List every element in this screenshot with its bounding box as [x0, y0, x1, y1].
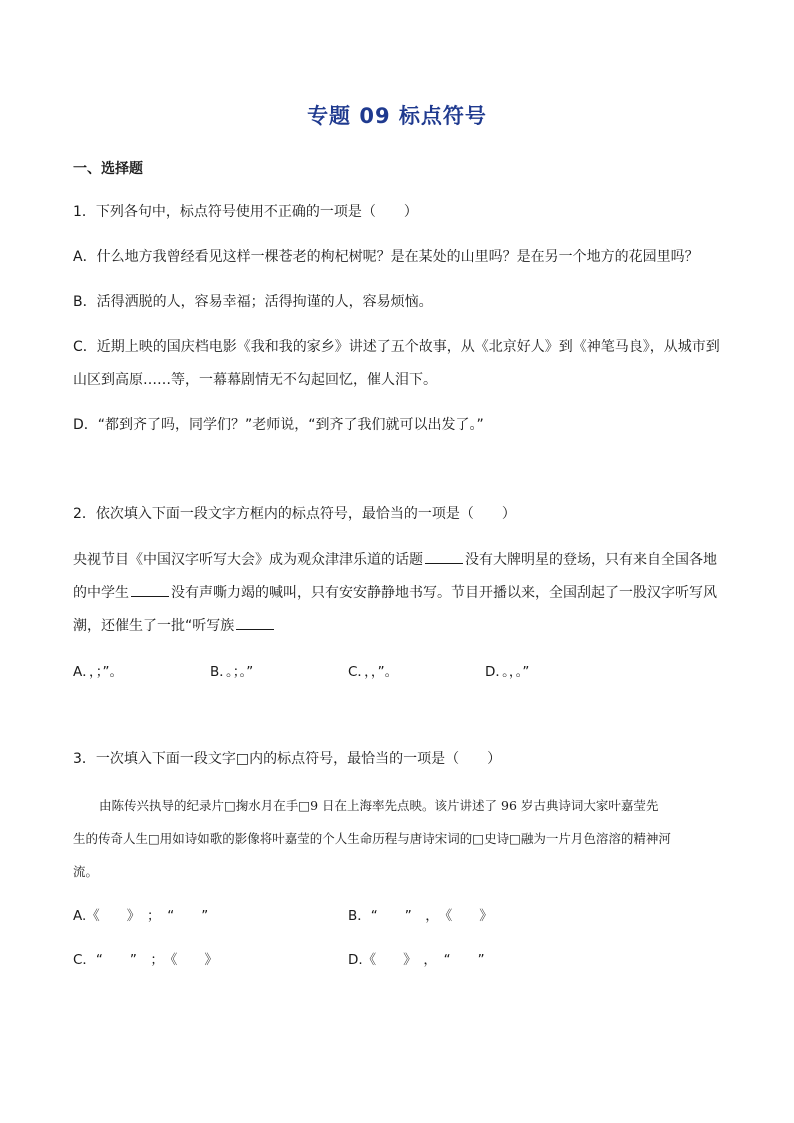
passage-text: 没有大牌明星的登场，只有来自全国各地 [465, 552, 717, 568]
question-3-option-a: A.《 》 ； “ ” [73, 908, 209, 924]
question-2-option-a: A．，；”。 [73, 664, 123, 680]
passage-text: 没有声嘶力竭的喊叫，只有安安静静地书写。节目开播以来，全国刮起了一股汉字听写风 [171, 585, 717, 601]
answer-blank [236, 615, 274, 630]
passage-text: 的中学生 [73, 585, 129, 601]
question-2-passage-line-1 [73, 549, 717, 570]
question-3-passage-line-2: 生的传奇人生□用如诗如歌的影像将叶嘉莹的个人生命历程与唐诗宋词的□史诗□融为一片月色溶溶的精神河 [73, 831, 671, 846]
passage-text: 央视节目《中国汉字听写大会》成为观众津津乐道的话题 [73, 552, 423, 568]
question-3-passage-line-1: 由陈传兴执导的纪录片□掬水月在手□9 日在上海率先点映。该片讲述了 96 岁古典诗词大家叶嘉莹先 [99, 798, 659, 813]
question-3-option-c: C．“ ” ； 《 》 [73, 952, 218, 968]
question-3-option-b: B．“ ” ， 《 》 [348, 908, 493, 924]
question-2-option-b: B．。；。” [210, 664, 254, 680]
section-heading: 一、选择题 [73, 161, 143, 177]
question-1-option-b: B．活得洒脱的人，容易幸福；活得拘谨的人，容易烦恼。 [73, 294, 433, 310]
passage-text: 潮，还催生了一批“听写族 [73, 618, 235, 634]
question-1-option-d: D．“都到齐了吗，同学们？”老师说，“到齐了我们就可以出发了。” [73, 417, 484, 433]
question-1-option-a: A．什么地方我曾经看见这样一棵苍老的枸杞树呢？是在某处的山里吗？是在另一个地方的花园里吗？ [73, 249, 699, 265]
page-title: 专题 09 标点符号 [307, 104, 487, 128]
answer-blank [131, 582, 169, 597]
answer-blank [425, 549, 463, 564]
question-2-stem: 2．依次填入下面一段文字方框内的标点符号，最恰当的一项是（ ） [73, 506, 516, 522]
question-1-option-c-line-2: 山区到高原……等，一幕幕剧情无不勾起回忆，催人泪下。 [73, 372, 437, 388]
question-3-passage-line-3: 流。 [73, 864, 99, 879]
question-2-passage-line-3 [73, 615, 276, 636]
question-1-option-c-line-1: C．近期上映的国庆档电影《我和我的家乡》讲述了五个故事，从《北京好人》到《神笔马良》，从城市到 [73, 339, 720, 355]
question-2-option-c: C．，，”。 [348, 664, 399, 680]
question-2-option-d: D．。，。” [485, 664, 530, 680]
question-1-stem: 1．下列各句中，标点符号使用不正确的一项是（ ） [73, 204, 418, 220]
question-3-stem: 3．一次填入下面一段文字□内的标点符号，最恰当的一项是（ ） [73, 751, 502, 767]
question-2-passage-line-2 [73, 582, 717, 603]
question-3-option-d: D.《 》 ， “ ” [348, 952, 485, 968]
